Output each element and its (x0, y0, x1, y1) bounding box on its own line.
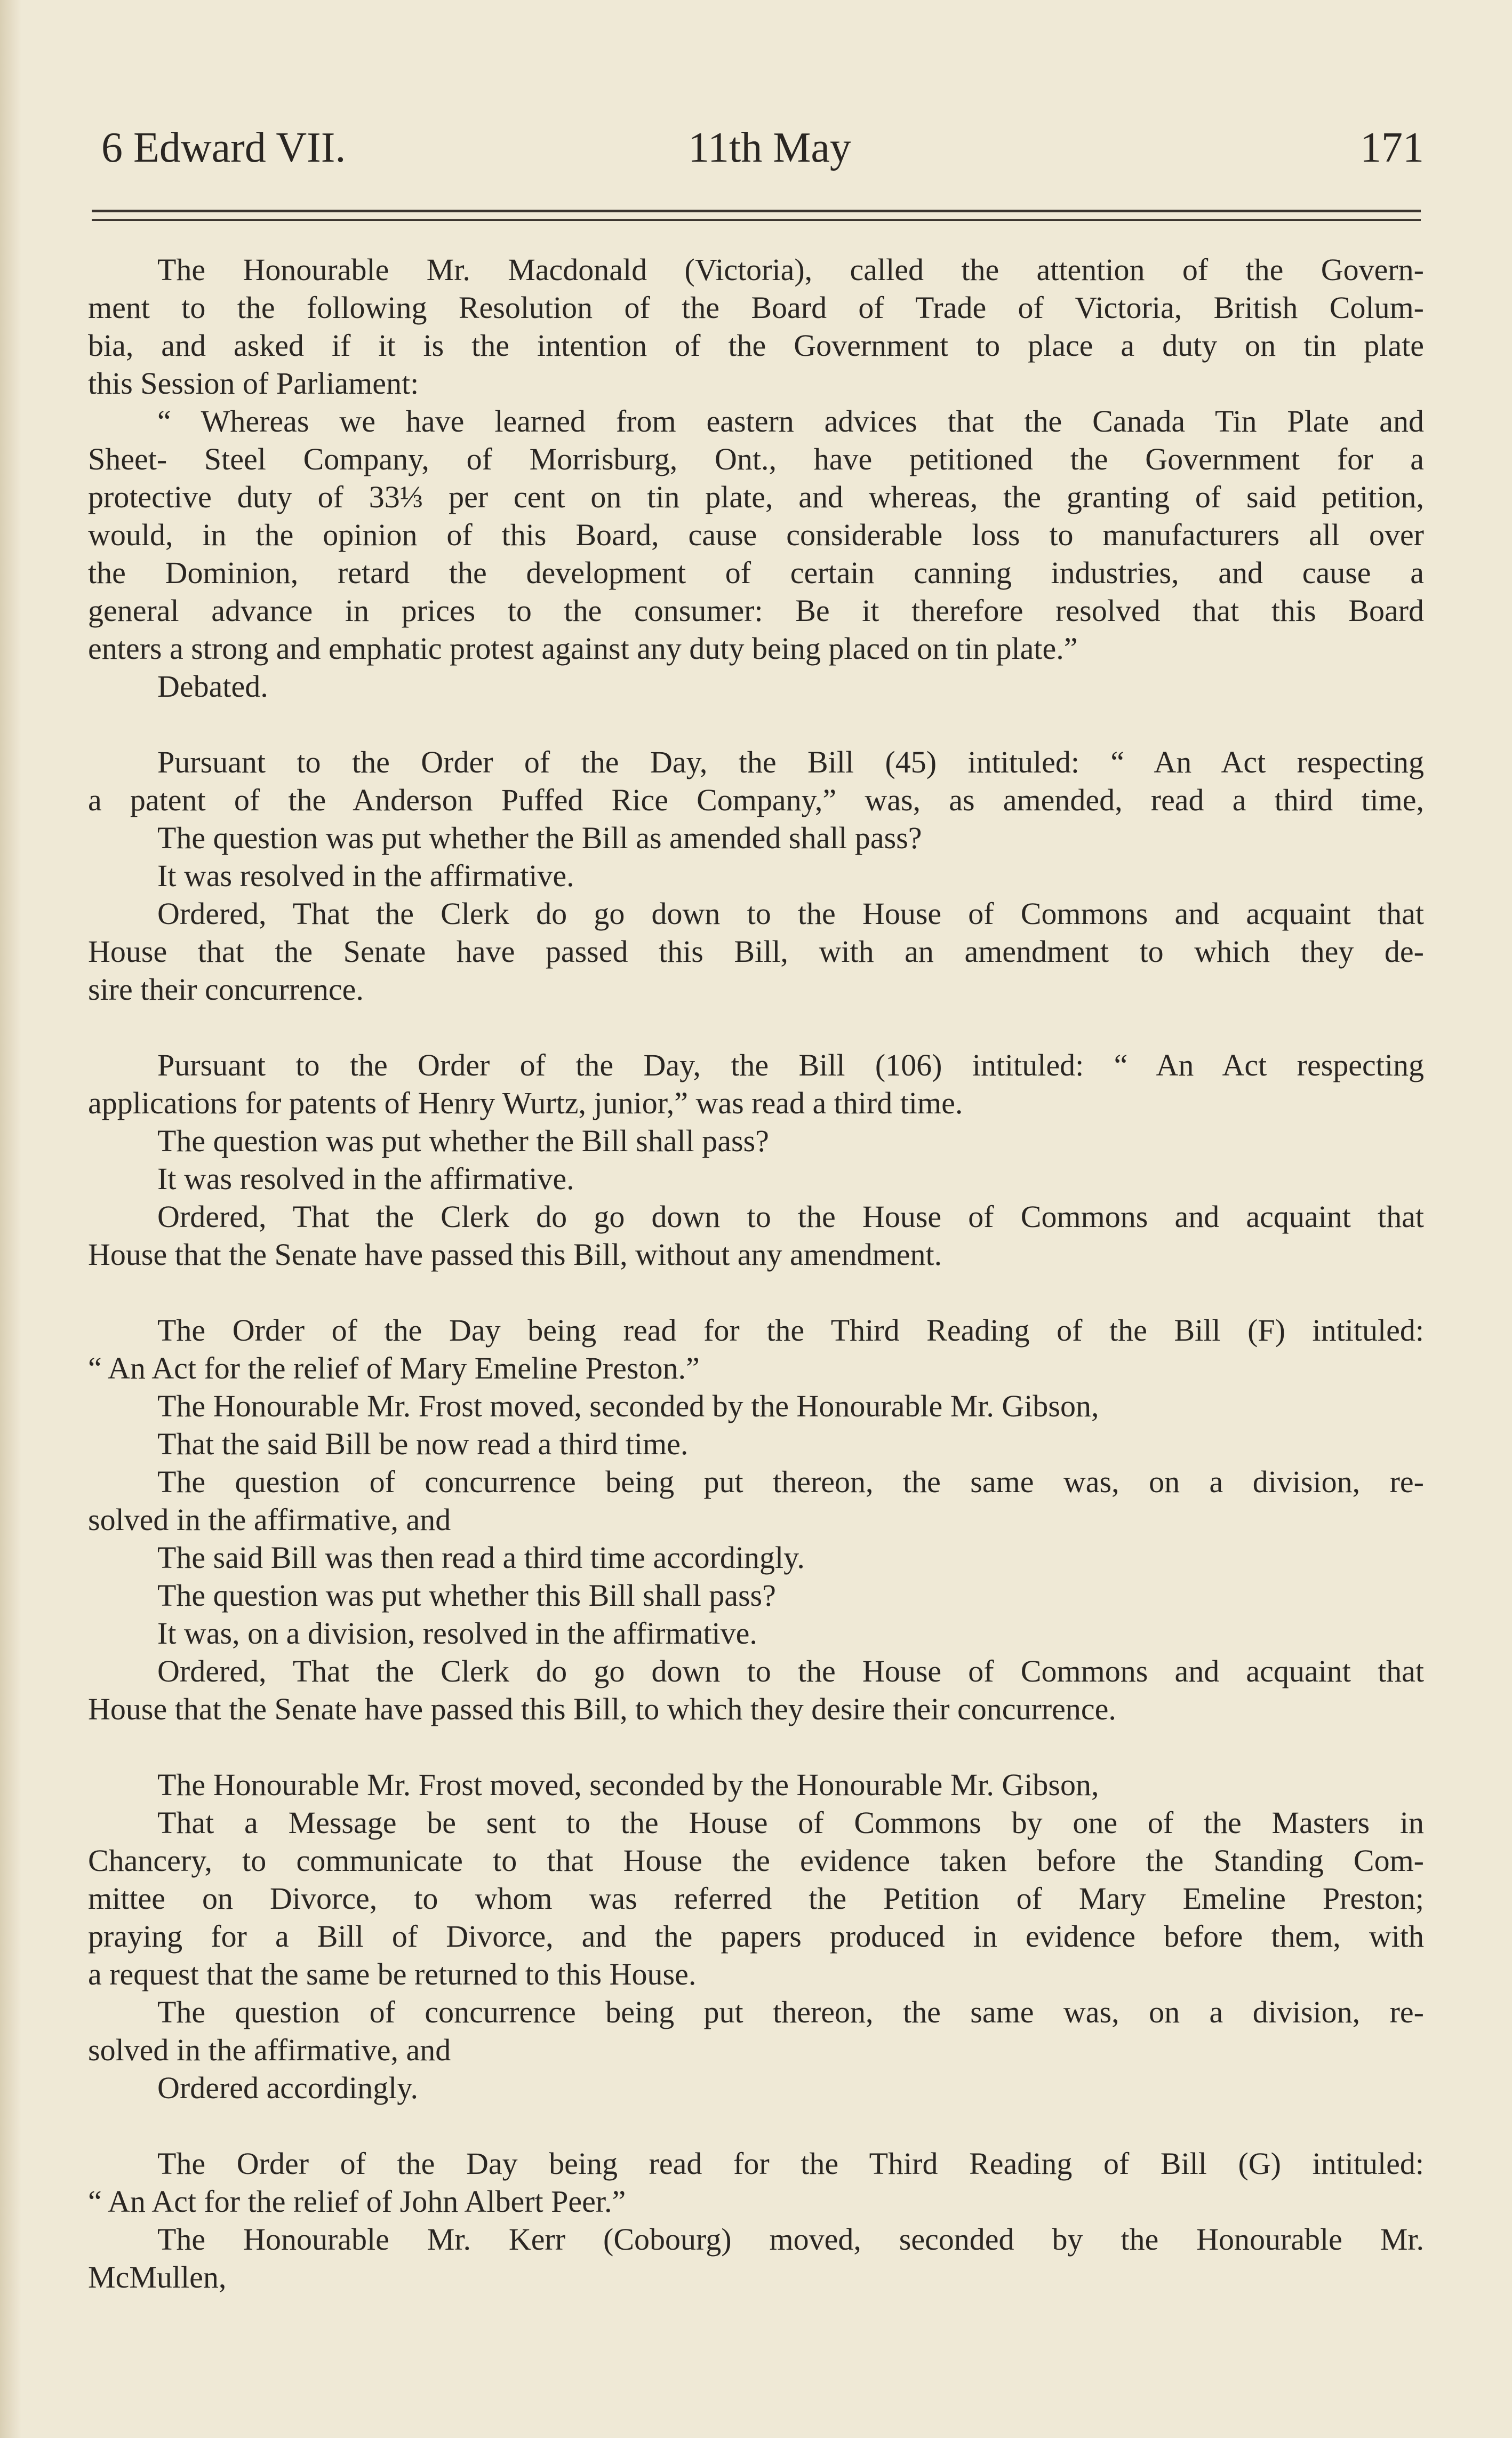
text-line: House that the Senate have passed this Bill, with an amendment to which they de- (88, 934, 1424, 969)
text-line: Debated. (157, 669, 268, 704)
header-rule-thick (92, 210, 1421, 212)
text-line: Ordered accordingly. (157, 2070, 419, 2105)
paragraph-gap (88, 1728, 1424, 1766)
text-line: The question of concurrence being put thereon, the same was, on a division, re- (157, 1995, 1424, 2029)
text-line: solved in the affirmative, and (88, 2033, 451, 2067)
text-line: “ An Act for the relief of John Albert Peer.” (88, 2184, 626, 2219)
text-line: Sheet- Steel Company, of Morrisburg, Ont., have petitioned the Government for a (88, 442, 1424, 476)
text-line: The Honourable Mr. Kerr (Cobourg) moved, seconded by the Honourable Mr. (157, 2222, 1424, 2257)
text-line: “ Whereas we have learned from eastern advices that the Canada Tin Plate and (157, 404, 1424, 439)
text-line: the Dominion, retard the development of certain canning industries, and cause a (88, 555, 1424, 590)
text-line: would, in the opinion of this Board, cause considerable loss to manufacturers all over (88, 517, 1424, 552)
paragraph-gap (88, 1008, 1424, 1046)
text-line: protective duty of 33⅓ per cent on tin plate, and whereas, the granting of said petition, (88, 480, 1424, 514)
text-line: bia, and asked if it is the intention of the Government to place a duty on tin plate (88, 328, 1424, 363)
text-line: Ordered, That the Clerk do go down to the House of Commons and acquaint that (157, 896, 1424, 931)
paragraph-gap (88, 705, 1424, 743)
text-line: That the said Bill be now read a third time. (157, 1427, 689, 1461)
header-regnal-year: 6 Edward VII. (101, 124, 346, 171)
text-line: The Order of the Day being read for the Third Reading of the Bill (F) intituled: (157, 1313, 1424, 1348)
text-line: That a Message be sent to the House of Commons by one of the Masters in (157, 1805, 1424, 1840)
text-line: sire their concurrence. (88, 972, 364, 1007)
text-line: ment to the following Resolution of the Board of Trade of Victoria, British Colum- (88, 290, 1424, 325)
text-line: Pursuant to the Order of the Day, the Bill (106) intituled: “ An Act respecting (157, 1048, 1424, 1082)
text-line: general advance in prices to the consumer: Be it therefore resolved that this Board (88, 593, 1424, 628)
paragraph-gap (88, 1273, 1424, 1311)
text-line: enters a strong and emphatic protest against any duty being placed on tin plate.” (88, 631, 1078, 666)
text-line: “ An Act for the relief of Mary Emeline Preston.” (88, 1351, 700, 1385)
text-line: The question was put whether the Bill as amended shall pass? (157, 820, 922, 855)
text-line: The Honourable Mr. Frost moved, seconded by the Honourable Mr. Gibson, (157, 1767, 1099, 1802)
text-line: McMullen, (88, 2260, 227, 2294)
text-line: solved in the affirmative, and (88, 1502, 451, 1537)
page-binding-edge (0, 0, 21, 2438)
text-line: The said Bill was then read a third time accordingly. (157, 1540, 805, 1575)
text-line: It was, on a division, resolved in the affirmative. (157, 1616, 757, 1651)
journal-body-text (88, 251, 1424, 2296)
header-page-number: 171 (1360, 124, 1424, 171)
text-line: It was resolved in the affirmative. (157, 1161, 574, 1196)
text-line: Pursuant to the Order of the Day, the Bill (45) intituled: “ An Act respecting (157, 745, 1424, 779)
text-line: The Honourable Mr. Macdonald (Victoria), called the attention of the Govern- (157, 252, 1424, 287)
text-line: mittee on Divorce, to whom was referred the Petition of Mary Emeline Preston; (88, 1881, 1424, 1916)
text-line: The question was put whether this Bill shall pass? (157, 1578, 776, 1613)
text-line: The question of concurrence being put thereon, the same was, on a division, re- (157, 1464, 1424, 1499)
text-line: applications for patents of Henry Wurtz, junior,” was read a third time. (88, 1086, 963, 1120)
text-line: The Honourable Mr. Frost moved, seconded by the Honourable Mr. Gibson, (157, 1389, 1099, 1423)
header-date: 11th May (688, 124, 851, 171)
header-rule-thin (92, 219, 1421, 221)
text-line: Ordered, That the Clerk do go down to the House of Commons and acquaint that (157, 1654, 1424, 1688)
text-line: a request that the same be returned to this House. (88, 1957, 697, 1991)
text-line: It was resolved in the affirmative. (157, 858, 574, 893)
text-line: Ordered, That the Clerk do go down to the House of Commons and acquaint that (157, 1199, 1424, 1234)
text-line: The question was put whether the Bill shall pass? (157, 1124, 769, 1158)
text-line: The Order of the Day being read for the Third Reading of Bill (G) intituled: (157, 2146, 1424, 2181)
text-line: a patent of the Anderson Puffed Rice Company,” was, as amended, read a third time, (88, 783, 1424, 817)
text-line: Chancery, to communicate to that House the evidence taken before the Standing Com- (88, 1843, 1424, 1878)
text-line: praying for a Bill of Divorce, and the papers produced in evidence before them, with (88, 1919, 1424, 1954)
text-line: this Session of Parliament: (88, 366, 419, 401)
text-line: House that the Senate have passed this Bill, to which they desire their concurrence. (88, 1692, 1116, 1726)
paragraph-gap (88, 2107, 1424, 2145)
text-line: House that the Senate have passed this Bill, without any amendment. (88, 1237, 942, 1272)
page-header (101, 118, 1424, 177)
